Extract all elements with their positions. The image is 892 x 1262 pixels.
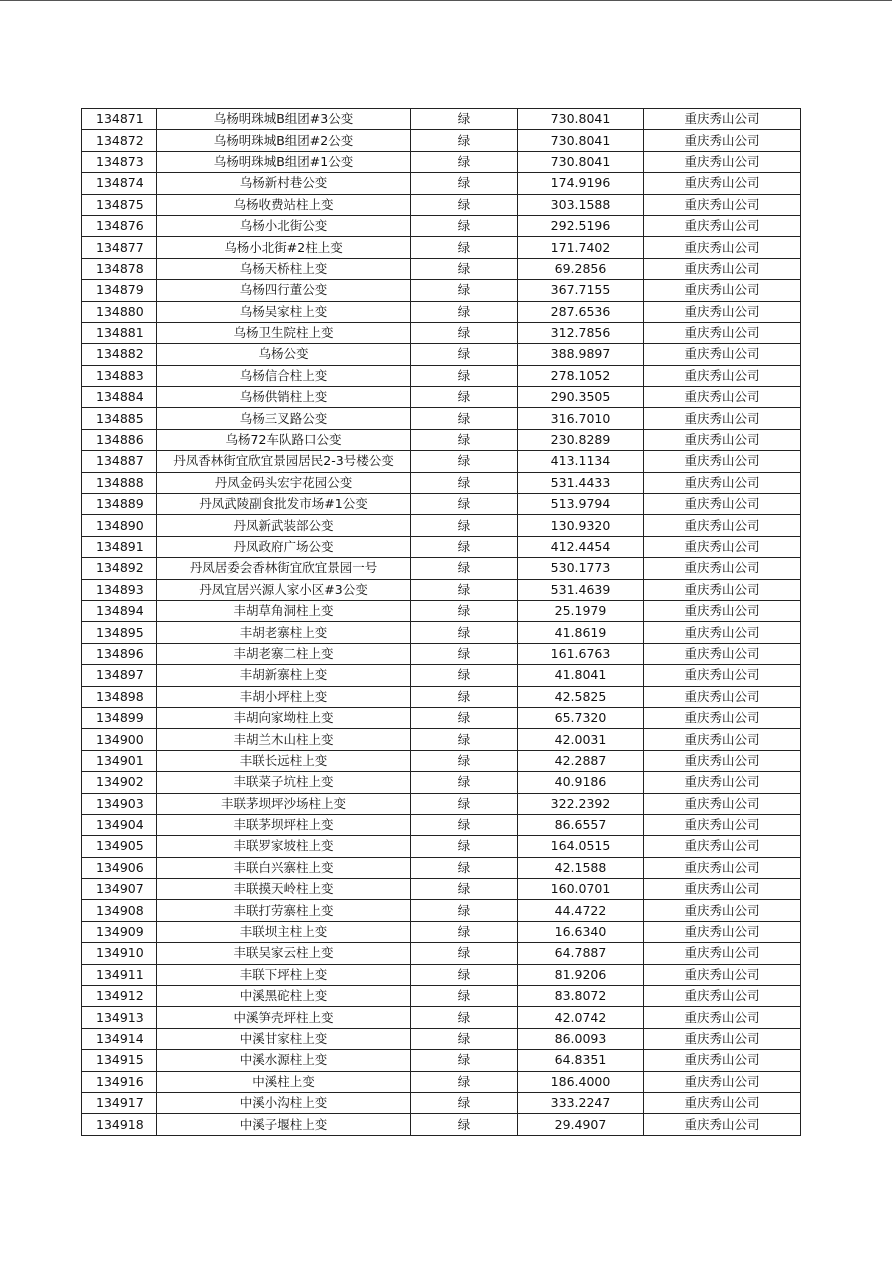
cell-id: 134907 — [82, 879, 157, 900]
cell-id: 134882 — [82, 344, 157, 365]
cell-color: 绿 — [411, 622, 518, 643]
table-row — [82, 750, 801, 771]
cell-value: 186.4000 — [518, 1071, 644, 1092]
table-row — [82, 686, 801, 707]
cell-value: 81.9206 — [518, 964, 644, 985]
cell-id: 134891 — [82, 536, 157, 557]
table-row — [82, 1007, 801, 1028]
cell-company: 重庆秀山公司 — [644, 536, 801, 557]
cell-value: 303.1588 — [518, 194, 644, 215]
cell-color: 绿 — [411, 451, 518, 472]
cell-id: 134899 — [82, 707, 157, 728]
cell-color: 绿 — [411, 494, 518, 515]
cell-company: 重庆秀山公司 — [644, 665, 801, 686]
cell-value: 40.9186 — [518, 772, 644, 793]
cell-name: 丰联摸天岭柱上变 — [157, 879, 411, 900]
cell-id: 134894 — [82, 600, 157, 621]
cell-name: 中溪笋壳坪柱上变 — [157, 1007, 411, 1028]
cell-name: 乌杨明珠城B组团#1公变 — [157, 151, 411, 172]
cell-id: 134876 — [82, 215, 157, 236]
cell-id: 134886 — [82, 429, 157, 450]
table-row — [82, 558, 801, 579]
cell-value: 29.4907 — [518, 1114, 644, 1135]
table-row — [82, 772, 801, 793]
cell-company: 重庆秀山公司 — [644, 215, 801, 236]
cell-color: 绿 — [411, 194, 518, 215]
table-row — [82, 579, 801, 600]
cell-color: 绿 — [411, 1050, 518, 1071]
cell-id: 134909 — [82, 921, 157, 942]
cell-color: 绿 — [411, 793, 518, 814]
cell-color: 绿 — [411, 429, 518, 450]
cell-company: 重庆秀山公司 — [644, 793, 801, 814]
cell-id: 134903 — [82, 793, 157, 814]
cell-company: 重庆秀山公司 — [644, 579, 801, 600]
cell-id: 134888 — [82, 472, 157, 493]
cell-value: 42.2887 — [518, 750, 644, 771]
cell-id: 134887 — [82, 451, 157, 472]
cell-id: 134878 — [82, 258, 157, 279]
cell-color: 绿 — [411, 986, 518, 1007]
cell-color: 绿 — [411, 1071, 518, 1092]
table-row — [82, 622, 801, 643]
cell-color: 绿 — [411, 301, 518, 322]
cell-value: 513.9794 — [518, 494, 644, 515]
cell-company: 重庆秀山公司 — [644, 729, 801, 750]
data-table — [81, 108, 801, 1136]
cell-name: 丰联茅坝坪柱上变 — [157, 814, 411, 835]
table-row — [82, 301, 801, 322]
cell-color: 绿 — [411, 408, 518, 429]
cell-company: 重庆秀山公司 — [644, 836, 801, 857]
cell-id: 134879 — [82, 280, 157, 301]
cell-name: 乌杨收费站柱上变 — [157, 194, 411, 215]
cell-value: 42.1588 — [518, 857, 644, 878]
cell-name: 乌杨新村巷公变 — [157, 173, 411, 194]
cell-color: 绿 — [411, 151, 518, 172]
cell-name: 丰联菜子坑柱上变 — [157, 772, 411, 793]
cell-color: 绿 — [411, 729, 518, 750]
cell-name: 乌杨天桥柱上变 — [157, 258, 411, 279]
cell-company: 重庆秀山公司 — [644, 772, 801, 793]
cell-color: 绿 — [411, 772, 518, 793]
table-row — [82, 258, 801, 279]
cell-id: 134914 — [82, 1028, 157, 1049]
cell-company: 重庆秀山公司 — [644, 622, 801, 643]
table-row — [82, 1071, 801, 1092]
cell-id: 134892 — [82, 558, 157, 579]
cell-id: 134900 — [82, 729, 157, 750]
cell-name: 乌杨小北街公变 — [157, 215, 411, 236]
cell-company: 重庆秀山公司 — [644, 900, 801, 921]
cell-id: 134895 — [82, 622, 157, 643]
cell-id: 134905 — [82, 836, 157, 857]
cell-color: 绿 — [411, 130, 518, 151]
cell-name: 乌杨卫生院柱上变 — [157, 322, 411, 343]
cell-company: 重庆秀山公司 — [644, 429, 801, 450]
cell-value: 42.0742 — [518, 1007, 644, 1028]
cell-company: 重庆秀山公司 — [644, 494, 801, 515]
cell-id: 134897 — [82, 665, 157, 686]
cell-value: 42.0031 — [518, 729, 644, 750]
cell-id: 134916 — [82, 1071, 157, 1092]
table-row — [82, 986, 801, 1007]
cell-company: 重庆秀山公司 — [644, 558, 801, 579]
cell-color: 绿 — [411, 707, 518, 728]
cell-company: 重庆秀山公司 — [644, 515, 801, 536]
cell-name: 乌杨明珠城B组团#3公变 — [157, 109, 411, 130]
cell-id: 134898 — [82, 686, 157, 707]
table-row — [82, 322, 801, 343]
cell-value: 278.1052 — [518, 365, 644, 386]
cell-color: 绿 — [411, 536, 518, 557]
cell-value: 312.7856 — [518, 322, 644, 343]
cell-color: 绿 — [411, 472, 518, 493]
cell-company: 重庆秀山公司 — [644, 194, 801, 215]
cell-id: 134917 — [82, 1092, 157, 1113]
table-row — [82, 344, 801, 365]
cell-id: 134896 — [82, 643, 157, 664]
cell-company: 重庆秀山公司 — [644, 344, 801, 365]
cell-value: 316.7010 — [518, 408, 644, 429]
cell-company: 重庆秀山公司 — [644, 301, 801, 322]
table-row — [82, 943, 801, 964]
cell-value: 412.4454 — [518, 536, 644, 557]
cell-id: 134912 — [82, 986, 157, 1007]
cell-company: 重庆秀山公司 — [644, 814, 801, 835]
cell-name: 乌杨72车队路口公变 — [157, 429, 411, 450]
cell-color: 绿 — [411, 879, 518, 900]
cell-color: 绿 — [411, 322, 518, 343]
table-row — [82, 515, 801, 536]
cell-name: 中溪水源柱上变 — [157, 1050, 411, 1071]
table-row — [82, 408, 801, 429]
cell-name: 丰联罗家坡柱上变 — [157, 836, 411, 857]
cell-company: 重庆秀山公司 — [644, 1114, 801, 1135]
table-row — [82, 707, 801, 728]
table-row — [82, 429, 801, 450]
cell-company: 重庆秀山公司 — [644, 686, 801, 707]
cell-value: 730.8041 — [518, 151, 644, 172]
table-row — [82, 1028, 801, 1049]
cell-name: 乌杨三叉路公变 — [157, 408, 411, 429]
cell-value: 69.2856 — [518, 258, 644, 279]
cell-company: 重庆秀山公司 — [644, 986, 801, 1007]
cell-value: 160.0701 — [518, 879, 644, 900]
cell-company: 重庆秀山公司 — [644, 1050, 801, 1071]
table-row — [82, 921, 801, 942]
cell-company: 重庆秀山公司 — [644, 472, 801, 493]
table-row — [82, 237, 801, 258]
table-row — [82, 109, 801, 130]
cell-id: 134885 — [82, 408, 157, 429]
cell-id: 134880 — [82, 301, 157, 322]
cell-id: 134872 — [82, 130, 157, 151]
cell-color: 绿 — [411, 750, 518, 771]
cell-company: 重庆秀山公司 — [644, 365, 801, 386]
cell-color: 绿 — [411, 387, 518, 408]
table-row — [82, 793, 801, 814]
cell-name: 丰胡向家坳柱上变 — [157, 707, 411, 728]
table-row — [82, 130, 801, 151]
cell-company: 重庆秀山公司 — [644, 750, 801, 771]
cell-name: 乌杨信合柱上变 — [157, 365, 411, 386]
cell-name: 丰联白兴寨柱上变 — [157, 857, 411, 878]
cell-color: 绿 — [411, 215, 518, 236]
cell-id: 134871 — [82, 109, 157, 130]
table-row — [82, 280, 801, 301]
table-row — [82, 857, 801, 878]
cell-name: 乌杨吴家柱上变 — [157, 301, 411, 322]
table-row — [82, 472, 801, 493]
cell-color: 绿 — [411, 365, 518, 386]
cell-id: 134902 — [82, 772, 157, 793]
cell-company: 重庆秀山公司 — [644, 921, 801, 942]
page-top-border — [0, 0, 892, 1]
cell-value: 41.8619 — [518, 622, 644, 643]
table-row — [82, 1050, 801, 1071]
cell-color: 绿 — [411, 964, 518, 985]
table-row — [82, 729, 801, 750]
cell-name: 丰胡老寨二柱上变 — [157, 643, 411, 664]
cell-name: 中溪小沟柱上变 — [157, 1092, 411, 1113]
cell-id: 134881 — [82, 322, 157, 343]
cell-color: 绿 — [411, 173, 518, 194]
cell-id: 134915 — [82, 1050, 157, 1071]
table-row — [82, 451, 801, 472]
cell-value: 730.8041 — [518, 130, 644, 151]
cell-value: 287.6536 — [518, 301, 644, 322]
cell-company: 重庆秀山公司 — [644, 643, 801, 664]
cell-value: 64.7887 — [518, 943, 644, 964]
cell-name: 丰联长远柱上变 — [157, 750, 411, 771]
cell-value: 65.7320 — [518, 707, 644, 728]
cell-company: 重庆秀山公司 — [644, 600, 801, 621]
cell-value: 41.8041 — [518, 665, 644, 686]
cell-color: 绿 — [411, 515, 518, 536]
cell-company: 重庆秀山公司 — [644, 322, 801, 343]
cell-name: 中溪黑砣柱上变 — [157, 986, 411, 1007]
table-row — [82, 387, 801, 408]
cell-color: 绿 — [411, 237, 518, 258]
cell-company: 重庆秀山公司 — [644, 879, 801, 900]
cell-name: 乌杨四行董公变 — [157, 280, 411, 301]
cell-id: 134911 — [82, 964, 157, 985]
cell-company: 重庆秀山公司 — [644, 943, 801, 964]
cell-company: 重庆秀山公司 — [644, 1028, 801, 1049]
cell-value: 42.5825 — [518, 686, 644, 707]
cell-value: 83.8072 — [518, 986, 644, 1007]
cell-name: 丹凤香林街宜欣宜景园居民2-3号楼公变 — [157, 451, 411, 472]
cell-company: 重庆秀山公司 — [644, 964, 801, 985]
cell-value: 530.1773 — [518, 558, 644, 579]
table-row — [82, 814, 801, 835]
cell-name: 丰胡新寨柱上变 — [157, 665, 411, 686]
cell-company: 重庆秀山公司 — [644, 857, 801, 878]
cell-id: 134906 — [82, 857, 157, 878]
cell-value: 333.2247 — [518, 1092, 644, 1113]
cell-id: 134889 — [82, 494, 157, 515]
cell-color: 绿 — [411, 900, 518, 921]
cell-company: 重庆秀山公司 — [644, 408, 801, 429]
cell-color: 绿 — [411, 280, 518, 301]
cell-name: 乌杨供销柱上变 — [157, 387, 411, 408]
cell-id: 134918 — [82, 1114, 157, 1135]
cell-color: 绿 — [411, 1007, 518, 1028]
cell-value: 86.6557 — [518, 814, 644, 835]
cell-value: 171.7402 — [518, 237, 644, 258]
cell-name: 丹凤武陵副食批发市场#1公变 — [157, 494, 411, 515]
cell-color: 绿 — [411, 836, 518, 857]
cell-color: 绿 — [411, 686, 518, 707]
cell-value: 531.4639 — [518, 579, 644, 600]
cell-company: 重庆秀山公司 — [644, 1092, 801, 1113]
cell-company: 重庆秀山公司 — [644, 1071, 801, 1092]
table-row — [82, 900, 801, 921]
cell-id: 134904 — [82, 814, 157, 835]
cell-color: 绿 — [411, 109, 518, 130]
cell-color: 绿 — [411, 579, 518, 600]
cell-id: 134893 — [82, 579, 157, 600]
cell-color: 绿 — [411, 558, 518, 579]
cell-company: 重庆秀山公司 — [644, 387, 801, 408]
cell-company: 重庆秀山公司 — [644, 451, 801, 472]
table-row — [82, 365, 801, 386]
table-row — [82, 173, 801, 194]
cell-name: 丰联茅坝坪沙场柱上变 — [157, 793, 411, 814]
cell-company: 重庆秀山公司 — [644, 173, 801, 194]
cell-value: 164.0515 — [518, 836, 644, 857]
cell-company: 重庆秀山公司 — [644, 237, 801, 258]
cell-color: 绿 — [411, 600, 518, 621]
table-body — [82, 109, 801, 1136]
cell-color: 绿 — [411, 1092, 518, 1113]
cell-id: 134877 — [82, 237, 157, 258]
cell-id: 134901 — [82, 750, 157, 771]
cell-color: 绿 — [411, 921, 518, 942]
table-row — [82, 836, 801, 857]
cell-color: 绿 — [411, 814, 518, 835]
cell-value: 292.5196 — [518, 215, 644, 236]
cell-value: 367.7155 — [518, 280, 644, 301]
cell-name: 丰联下坪柱上变 — [157, 964, 411, 985]
cell-value: 16.6340 — [518, 921, 644, 942]
table-row — [82, 194, 801, 215]
table-row — [82, 879, 801, 900]
cell-name: 丹凤金码头宏宇花园公变 — [157, 472, 411, 493]
cell-company: 重庆秀山公司 — [644, 1007, 801, 1028]
cell-company: 重庆秀山公司 — [644, 258, 801, 279]
cell-company: 重庆秀山公司 — [644, 109, 801, 130]
cell-value: 388.9897 — [518, 344, 644, 365]
cell-color: 绿 — [411, 1114, 518, 1135]
cell-value: 730.8041 — [518, 109, 644, 130]
cell-name: 丰胡小坪柱上变 — [157, 686, 411, 707]
cell-name: 乌杨明珠城B组团#2公变 — [157, 130, 411, 151]
table-row — [82, 151, 801, 172]
cell-id: 134874 — [82, 173, 157, 194]
cell-id: 134908 — [82, 900, 157, 921]
cell-color: 绿 — [411, 344, 518, 365]
cell-name: 中溪柱上变 — [157, 1071, 411, 1092]
cell-name: 丰联坝主柱上变 — [157, 921, 411, 942]
cell-value: 174.9196 — [518, 173, 644, 194]
table-row — [82, 1114, 801, 1135]
cell-company: 重庆秀山公司 — [644, 130, 801, 151]
table-row — [82, 536, 801, 557]
cell-id: 134913 — [82, 1007, 157, 1028]
table-row — [82, 665, 801, 686]
table-row — [82, 215, 801, 236]
cell-name: 丹凤居委会香林街宜欣宜景园一号 — [157, 558, 411, 579]
cell-value: 86.0093 — [518, 1028, 644, 1049]
cell-value: 230.8289 — [518, 429, 644, 450]
cell-color: 绿 — [411, 665, 518, 686]
cell-name: 丰联吴家云柱上变 — [157, 943, 411, 964]
table-row — [82, 1092, 801, 1113]
cell-id: 134875 — [82, 194, 157, 215]
cell-id: 134890 — [82, 515, 157, 536]
table-row — [82, 494, 801, 515]
cell-value: 44.4722 — [518, 900, 644, 921]
cell-value: 130.9320 — [518, 515, 644, 536]
table-row — [82, 600, 801, 621]
cell-value: 161.6763 — [518, 643, 644, 664]
cell-company: 重庆秀山公司 — [644, 707, 801, 728]
cell-name: 中溪甘家柱上变 — [157, 1028, 411, 1049]
cell-company: 重庆秀山公司 — [644, 151, 801, 172]
cell-company: 重庆秀山公司 — [644, 280, 801, 301]
cell-value: 413.1134 — [518, 451, 644, 472]
cell-name: 中溪子堰柱上变 — [157, 1114, 411, 1135]
cell-name: 丰胡兰木山柱上变 — [157, 729, 411, 750]
cell-id: 134873 — [82, 151, 157, 172]
cell-name: 丰胡草角洞柱上变 — [157, 600, 411, 621]
cell-name: 丰胡老寨柱上变 — [157, 622, 411, 643]
cell-color: 绿 — [411, 258, 518, 279]
cell-id: 134910 — [82, 943, 157, 964]
cell-value: 64.8351 — [518, 1050, 644, 1071]
cell-value: 531.4433 — [518, 472, 644, 493]
cell-value: 322.2392 — [518, 793, 644, 814]
cell-color: 绿 — [411, 943, 518, 964]
cell-value: 290.3505 — [518, 387, 644, 408]
cell-id: 134884 — [82, 387, 157, 408]
table-row — [82, 964, 801, 985]
cell-name: 丹凤新武装部公变 — [157, 515, 411, 536]
cell-color: 绿 — [411, 643, 518, 664]
table-row — [82, 643, 801, 664]
cell-color: 绿 — [411, 857, 518, 878]
cell-id: 134883 — [82, 365, 157, 386]
cell-color: 绿 — [411, 1028, 518, 1049]
cell-name: 乌杨公变 — [157, 344, 411, 365]
cell-name: 乌杨小北街#2柱上变 — [157, 237, 411, 258]
cell-name: 丰联打劳寨柱上变 — [157, 900, 411, 921]
cell-value: 25.1979 — [518, 600, 644, 621]
cell-name: 丹凤政府广场公变 — [157, 536, 411, 557]
cell-name: 丹凤宜居兴源人家小区#3公变 — [157, 579, 411, 600]
